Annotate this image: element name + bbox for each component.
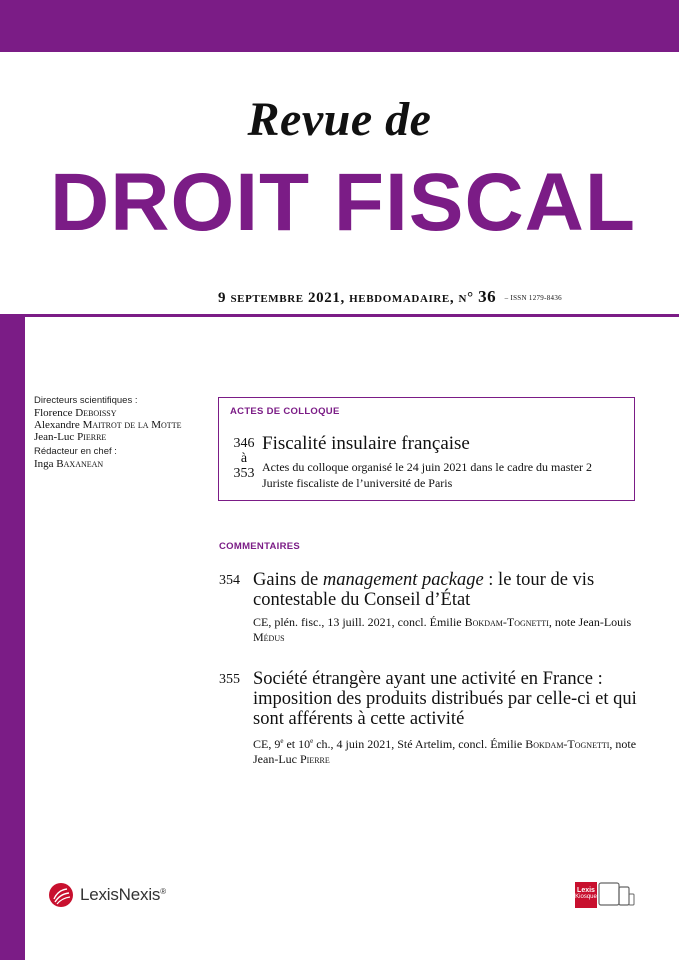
editor-label: Rédacteur en chef : [34, 446, 117, 457]
article-title[interactable]: Gains de management package : le tour de vis contestable du Conseil d’État [253, 570, 595, 610]
director-name: Alexandre Maitrot de la Motte [34, 419, 182, 431]
section-heading-colloque: ACTES DE COLLOQUE [230, 406, 340, 417]
page-range [229, 436, 259, 481]
article-number: 354 [219, 573, 240, 588]
article-item [219, 669, 649, 767]
article-item [219, 570, 649, 645]
section-divider [0, 314, 679, 317]
article-title[interactable]: Société étrangère ayant une activité en France : imposition des produits distribués par celle-ci et qui sont afférents à cette activité [253, 669, 637, 729]
lexis-kiosque-badge: Lexis Kiosque [575, 882, 597, 908]
left-color-band [0, 315, 25, 960]
issn: – ISSN 1279-8436 [504, 294, 562, 302]
lexisnexis-logo [48, 882, 166, 908]
masthead-title: DROIT FISCAL [50, 157, 636, 248]
article-reference: CE, plén. fisc., 13 juill. 2021, concl. Émilie Bokdam-Tognetti, note Jean-Louis Médus [253, 615, 632, 644]
article-number: 355 [219, 672, 240, 687]
kiosque-badge-group [575, 882, 635, 908]
editorial-credits [34, 395, 214, 470]
director-name: Jean-Luc Pierre [34, 431, 107, 443]
top-color-band [0, 0, 679, 52]
issue-date: 9 septembre 2021, hebdomadaire, n° [218, 290, 474, 306]
masthead-line1: Revue de [247, 93, 432, 146]
issue-info [218, 287, 562, 307]
devices-icon [597, 882, 635, 908]
page-separator: à [240, 451, 248, 466]
colloque-box [218, 397, 635, 501]
directors-label: Directeurs scientifiques : [34, 395, 138, 406]
editor-name: Inga Baxanean [34, 458, 104, 470]
page-start: 346 [233, 436, 255, 451]
page-end: 353 [233, 466, 255, 481]
lexisnexis-emblem-icon [48, 882, 74, 908]
issue-number: 36 [478, 287, 497, 306]
director-name: Florence Deboissy [34, 407, 117, 419]
publisher-name: LexisNexis® [80, 885, 166, 904]
section-heading-commentaires: COMMENTAIRES [219, 541, 301, 552]
colloque-description: Actes du colloque organisé le 24 juin 2021 dans le cadre du master 2 Juriste fiscaliste de l’université de Paris [262, 460, 593, 490]
colloque-title[interactable]: Fiscalité insulaire française [262, 433, 470, 454]
article-reference: CE, 9e et 10e ch., 4 juin 2021, Sté Artelim, concl. Émilie Bokdam-Tognetti, note Jean-Luc Pierre [253, 737, 637, 766]
